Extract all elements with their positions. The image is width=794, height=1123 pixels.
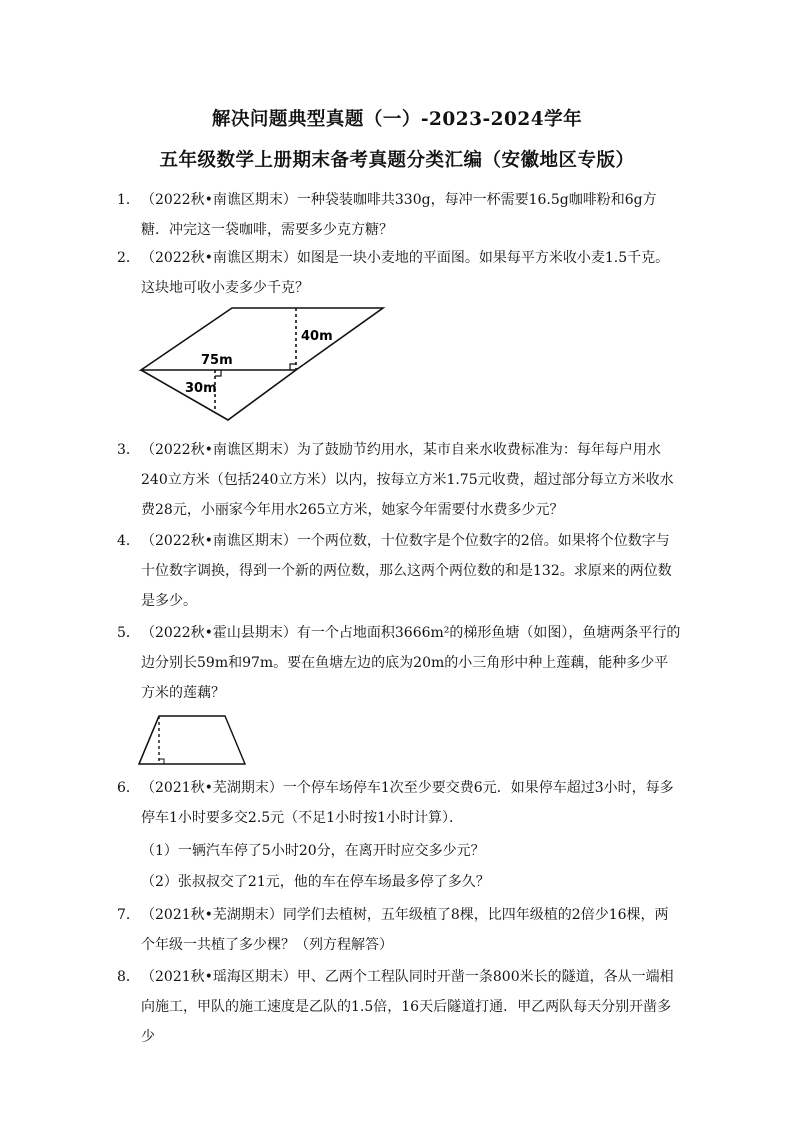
label-75m: 75m	[201, 353, 233, 368]
right-angle-mark-bottom	[215, 370, 221, 376]
triangle-side	[139, 716, 159, 764]
question-text: （2021秋•瑶海区期末）甲、乙两个工程队同时开凿一条800米长的隧道，各从一端相向施工，甲队的施工速度是乙队的1.5倍，16天后隧道打通．甲乙两队每天分别开凿多少	[141, 969, 674, 1045]
right-angle-mark	[159, 759, 164, 764]
question-number: 5．	[117, 625, 140, 641]
question-1	[117, 185, 682, 245]
label-30m: 30m	[185, 381, 217, 396]
question-number: 3．	[117, 442, 140, 458]
question-7	[117, 900, 682, 960]
figure-fish-pond	[135, 712, 250, 768]
question-text: （2022秋•霍山县期末）有一个占地面积3666m²的梯形鱼塘（如图），鱼塘两条平行的边分别长59m和97m。要在鱼塘左边的底为20m的小三角形中种上莲藕，能种多少平方米的莲藕？	[141, 625, 681, 701]
trapezoid-shape	[139, 716, 245, 764]
right-angle-mark-top	[290, 364, 296, 370]
question-number: 8．	[117, 969, 140, 985]
question-text: （2022秋•南谯区期末）为了鼓励节约用水，某市自来水收费标准为：每年每户用水240立方米（包括240立方米）以内，按每立方米1.75元收费，超过部分每立方米收水费28元，小丽家今年用水265立方米，她家今年需要付水费多少元？	[141, 442, 674, 518]
question-number: 4．	[117, 533, 140, 549]
question-number: 6．	[117, 780, 140, 796]
question-number: 1．	[117, 192, 140, 208]
document-title-line1: 解决问题典型真题（一）-2023-2024学年	[211, 109, 583, 130]
document-title-line2: 五年级数学上册期末备考真题分类汇编（安徽地区专版）	[159, 150, 635, 171]
parallelogram-shape	[141, 308, 383, 370]
question-4	[117, 526, 682, 616]
question-6-part-2: （2）张叔叔交了21元，他的车在停车场最多停了多久？	[141, 874, 490, 890]
label-40m: 40m	[301, 329, 333, 344]
question-8	[117, 962, 682, 1052]
question-text: （2022秋•南谯区期末）如图是一块小麦地的平面图。如果每平方米收小麦1.5千克。这块地可收小麦多少千克？	[141, 250, 670, 296]
question-text: （2021秋•芜湖期末）同学们去植树，五年级植了8棵，比四年级植的2倍少16棵，两个年级一共植了多少棵？（列方程解答）	[141, 907, 669, 953]
question-text: （2021秋•芜湖期末）一个停车场停车1次至少要交费6元．如果停车超过3小时，每多停车1小时要多交2.5元（不足1小时按1小时计算）．	[141, 780, 674, 826]
question-text: （2022秋•南谯区期末）一个两位数，十位数字是个位数字的2倍。如果将个位数字与十位数字调换，得到一个新的两位数，那么这两个两位数的和是132。求原来的两位数是多少。	[141, 533, 672, 609]
question-number: 2．	[117, 250, 140, 266]
question-6-part-1: （1）一辆汽车停了5小时20分，在离开时应交多少元？	[141, 843, 485, 859]
question-2	[117, 243, 682, 303]
question-5	[117, 618, 682, 708]
triangle-shape	[141, 370, 296, 420]
figure-wheat-field	[135, 302, 390, 432]
question-text: （2022秋•南谯区期末）一种袋装咖啡共330g，每冲一杯需要16.5g咖啡粉和6g方糖．冲完这一袋咖啡，需要多少克方糖？	[141, 192, 657, 238]
question-6	[117, 773, 682, 833]
question-3	[117, 435, 682, 525]
question-number: 7．	[117, 907, 140, 923]
